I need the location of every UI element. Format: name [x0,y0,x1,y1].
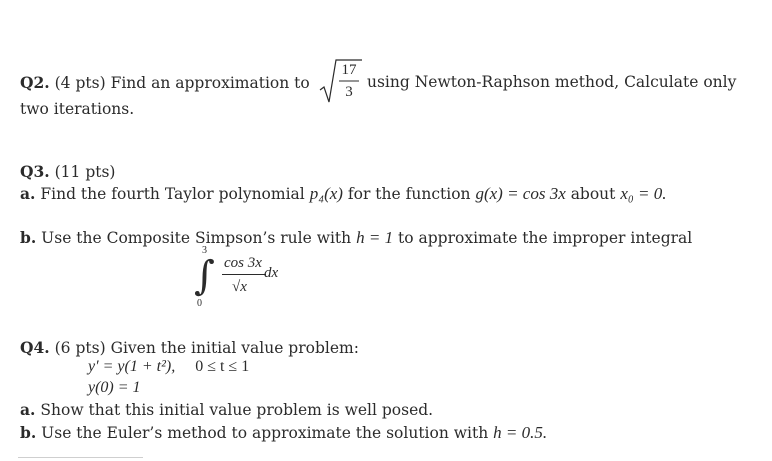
q4-a-text: Show that this initial value problem is well posed. [40,401,434,419]
q4-ode-eq: y′ = y(1 + t²), [88,358,176,375]
integral-sign-icon: ∫ [194,253,215,299]
integral-lower-limit: 0 [197,298,202,309]
q4-points: (6 pts) [54,339,106,357]
q4-ode [88,359,249,375]
q4-part-b [20,424,547,442]
integrand-numerator: cos 3x [224,255,262,271]
q2-text-b: using Newton-Raphson method, Calculate only [367,73,737,91]
q2-label: Q2. [20,73,50,92]
q4-b-label: b. [20,423,37,442]
q3-b-text-2: to approximate the improper integral [398,229,693,247]
q3-part-a [20,185,667,203]
q4-range: 0 ≤ t ≤ 1 [195,358,250,375]
q4-b-h: h = 0.5. [493,423,548,442]
q2-line-1 [20,75,310,92]
q2-points: (4 pts) [54,74,106,92]
integral-upper-limit: 3 [202,245,207,256]
q4-label: Q4. [20,338,50,357]
q3-a-label: a. [20,184,36,203]
q3-a-poly: p₄(x) [309,184,343,203]
q3-header [20,164,115,181]
q4-header [20,340,359,357]
q2-text-a: Find an approximation to [110,74,310,92]
q3-a-point: x₀ = 0. [620,184,667,203]
q4-part-a [20,402,433,419]
q4-text: Given the initial value problem: [110,339,359,357]
q4-a-label: a. [20,400,36,419]
q3-a-text-3: about [570,185,616,203]
q3-b-h: h = 1 [356,228,394,247]
q3-label: Q3. [20,162,50,181]
q3-points: (11 pts) [54,163,116,181]
q3-part-b [20,229,692,247]
sqrt-expression [318,58,362,106]
q4-init: y(0) = 1 [88,379,141,396]
integrand-dx: dx [264,265,279,281]
q3-a-func: g(x) = cos 3x [475,184,566,203]
sqrt-denominator: 3 [345,84,353,100]
q3-b-text-1: Use the Composite Simpson’s rule with [41,229,352,247]
integrand-fraction-bar [222,274,266,275]
footer-divider [18,457,143,458]
integrand-denominator: √x [232,279,247,295]
q3-a-text-1: Find the fourth Taylor polynomial [40,185,305,203]
q4-b-text: Use the Euler’s method to approximate the solution with [41,424,489,442]
q3-b-label: b. [20,228,37,247]
q2-line-2: two iterations. [20,100,135,118]
sqrt-numerator: 17 [341,62,357,78]
q3-a-text-2: for the function [347,185,471,203]
